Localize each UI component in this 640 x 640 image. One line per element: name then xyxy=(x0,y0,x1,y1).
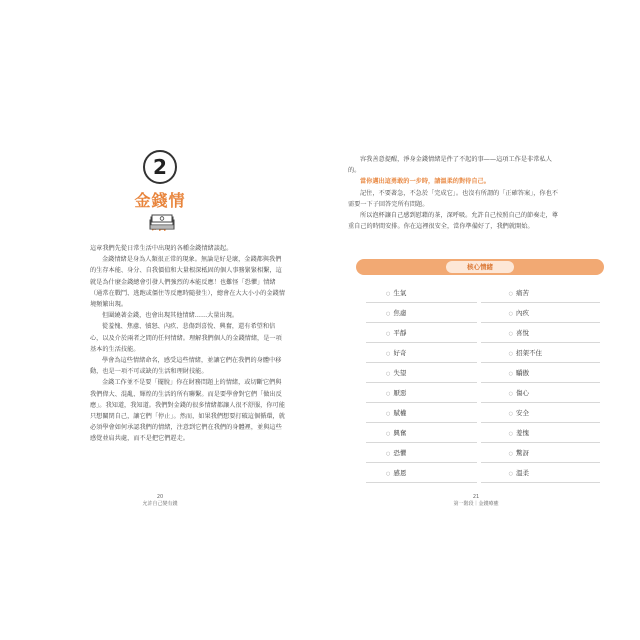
emotion-cell xyxy=(481,323,600,343)
emotion-label: 傷心 xyxy=(516,389,529,397)
paragraph: 這章我們先從日常生活中出現的各種金錢情緒談起。 xyxy=(90,245,233,252)
paragraph: 所以泡杯讓自己感到慰藉的茶，深呼吸。允許自己按照自己的節奏走，尊重自己的時間安排。你在這裡很安全，當你準備好了，我們就開始。 xyxy=(348,212,558,231)
emotion-cell xyxy=(366,363,477,383)
bullet-circle-icon: ○ xyxy=(508,311,513,317)
bullet-circle-icon: ○ xyxy=(386,351,391,357)
emotion-label: 驕傲 xyxy=(516,369,529,377)
emotion-cell xyxy=(481,443,600,463)
emotion-cell xyxy=(481,463,600,483)
bullet-circle-icon: ○ xyxy=(386,471,391,477)
emotion-cell xyxy=(366,383,477,403)
emotion-cell xyxy=(366,343,477,363)
table-row xyxy=(366,383,600,403)
bullet-circle-icon: ○ xyxy=(386,331,391,337)
emotion-cell xyxy=(366,403,477,423)
bullet-circle-icon: ○ xyxy=(386,371,391,377)
bullet-circle-icon: ○ xyxy=(386,451,391,457)
right-body-text xyxy=(348,154,560,232)
emotion-label: 內疚 xyxy=(516,309,529,317)
emotion-label: 興奮 xyxy=(393,429,407,437)
running-footer: 允許自己變有錢 xyxy=(142,501,178,507)
emotion-table xyxy=(366,283,600,483)
page-number: 20 xyxy=(156,494,164,500)
bullet-circle-icon: ○ xyxy=(508,451,513,457)
table-header-bar xyxy=(356,259,604,275)
paragraph: 從羞愧、焦慮、憤怒、內疚、悲傷到喜悅、興奮，還有希望和信心，以及介於兩者之間的任何情緒。理解我們個人的金錢情緒，是一項基本的生活技能。 xyxy=(90,323,282,353)
emotion-label: 招架不住 xyxy=(516,349,542,357)
table-row xyxy=(366,363,600,383)
emotion-label: 羞愧 xyxy=(516,429,529,437)
table-row xyxy=(366,443,600,463)
emotion-cell xyxy=(481,383,600,403)
emotion-cell xyxy=(366,303,477,323)
emotion-label: 失望 xyxy=(393,369,407,377)
emotion-cell xyxy=(366,283,477,303)
paragraph: 金錢情緒是身為人類很正常的現象。無論是好是壞，金錢都與我們的生存本能、身分、自我價值和大量根深柢固的個人事務緊緊相繫，這就是為什麼金錢總會引發人們強烈的本能反應！也難怪「恐懼」情緒（通常在戰鬥、逃跑或僵住等反應時隨發生），總會在大大小小的金錢情境頻繁出現。 xyxy=(90,256,285,309)
bullet-circle-icon: ○ xyxy=(508,291,513,297)
chapter-number-badge: 2 xyxy=(143,150,177,184)
emotion-label: 焦慮 xyxy=(393,309,407,317)
emotion-cell xyxy=(481,303,600,323)
bullet-circle-icon: ○ xyxy=(508,351,513,357)
table-title: 核心情緒 xyxy=(446,261,514,273)
emotion-label: 驚訝 xyxy=(516,449,529,457)
emotion-label: 痛苦 xyxy=(516,289,529,297)
emotion-cell xyxy=(481,343,600,363)
emotion-cell xyxy=(481,423,600,443)
page-number: 21 xyxy=(472,494,480,500)
bullet-circle-icon: ○ xyxy=(386,291,391,297)
right-folio xyxy=(436,494,516,508)
emotion-cell xyxy=(481,283,600,303)
highlighted-paragraph: 當你邁出這勇敢的一步時，請溫柔的對待自己。 xyxy=(360,178,490,186)
emotion-label: 厭惡 xyxy=(393,389,407,397)
bullet-circle-icon: ○ xyxy=(508,471,513,477)
paragraph: 金錢工作並不是要「擺脫」你在財務問題上的情緒，或切斷它們與我們偉大、混亂、輝煌的生活的所有聯繫。而是要學會對它們「做出反應」。我知道，我知道。我們對金錢的很多情緒都讓人很不舒服，你可能只想關閉自己，讓它們「停止」。然而，如果我們想要打破這個循環，就必須學會如何承認我們的情緒，注意到它們在我們的身體裡，並與這些感覺並肩共處，而不是把它們趕走。 xyxy=(90,379,285,443)
bullet-circle-icon: ○ xyxy=(508,391,513,397)
emotion-label: 感恩 xyxy=(393,469,407,477)
bullet-circle-icon: ○ xyxy=(508,331,513,337)
emotion-label: 賦權 xyxy=(393,409,407,417)
emotion-cell xyxy=(366,443,477,463)
emotion-label: 恐懼 xyxy=(393,449,407,457)
table-row xyxy=(366,423,600,443)
emotion-label: 生氣 xyxy=(393,289,407,297)
emotion-cell xyxy=(481,403,600,423)
bullet-circle-icon: ○ xyxy=(508,411,513,417)
paragraph: 學會為這些情緒命名，感受這些情緒，並讓它們在我們的身體中移動，也是一項不可或缺的生活和理財技能。 xyxy=(90,357,282,376)
emotion-label: 平靜 xyxy=(393,329,407,337)
emotion-label: 好奇 xyxy=(393,349,407,357)
bullet-circle-icon: ○ xyxy=(508,371,513,377)
bullet-circle-icon: ○ xyxy=(508,431,513,437)
running-footer: 第一階段｜金錢療癒 xyxy=(453,501,499,507)
emotion-label: 喜悅 xyxy=(516,329,529,337)
money-stack-icon xyxy=(148,214,176,230)
emotion-cell xyxy=(366,463,477,483)
bullet-circle-icon: ○ xyxy=(386,391,391,397)
bullet-circle-icon: ○ xyxy=(386,411,391,417)
emotion-cell xyxy=(481,363,600,383)
table-row xyxy=(366,343,600,363)
bullet-circle-icon: ○ xyxy=(386,431,391,437)
table-row xyxy=(366,403,600,423)
left-body-text xyxy=(90,243,286,445)
emotion-label: 安全 xyxy=(516,409,529,417)
emotion-label: 溫柔 xyxy=(516,469,529,477)
paragraph: 記住，不要著急，不急於「完成它」。也沒有所謂的「正確答案」，你也不需要一下子回答完所有問題。 xyxy=(348,189,558,208)
table-row xyxy=(366,463,600,483)
emotion-cell xyxy=(366,423,477,443)
table-row xyxy=(366,323,600,343)
table-row xyxy=(366,303,600,323)
bullet-circle-icon: ○ xyxy=(386,311,391,317)
chapter-title: 金錢情 xyxy=(134,191,186,210)
table-row xyxy=(366,283,600,303)
paragraph: 容我善意提醒，淨身金錢情緒是件了不起的事——這項工作是非常私人的。 xyxy=(348,156,552,175)
paragraph: 但圍繞著金錢，也會出現其他情緒……大量出現。 xyxy=(102,312,239,320)
emotion-cell xyxy=(366,323,477,343)
left-folio xyxy=(120,494,200,508)
